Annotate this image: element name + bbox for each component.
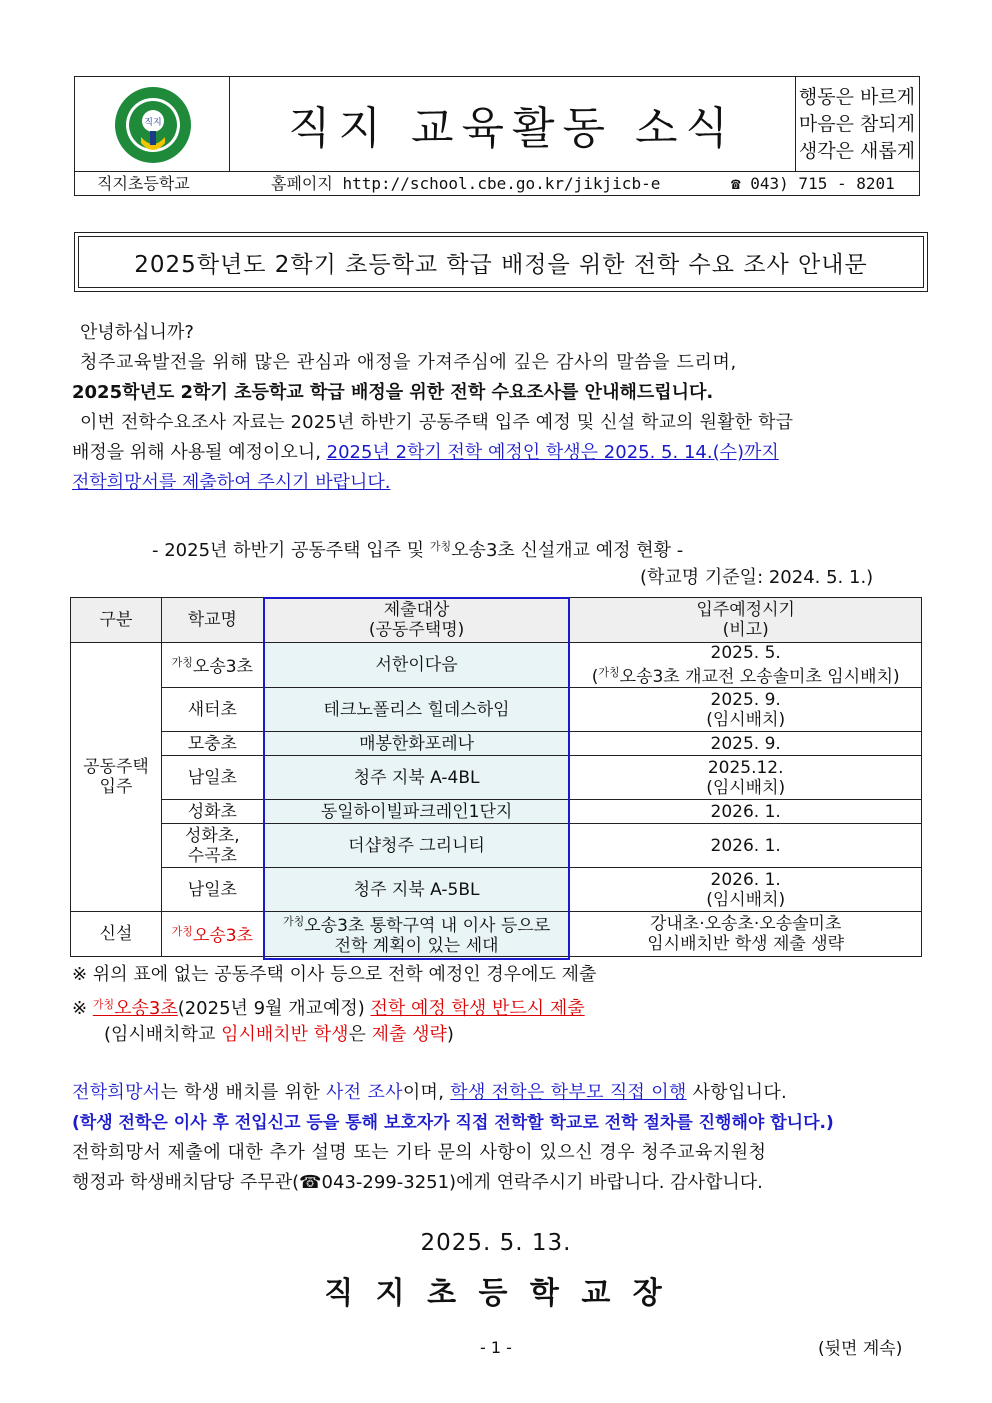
body-text: 배정을 위해 사용될 예정이오니, <box>72 442 327 463</box>
time-cell: 2026. 1. <box>570 824 922 868</box>
notice-title-box <box>74 232 928 292</box>
issue-date: 2025. 5. 13. <box>420 1230 572 1256</box>
logo-cell <box>75 77 230 171</box>
newsletter-title: 직지 교육활동 소식 <box>229 77 796 171</box>
target-cell: 동일하이빌파크레인1단지 <box>263 800 570 824</box>
new-school-name: $^{가칭}$오송3초 <box>92 998 178 1019</box>
col-header: 제출대상 (공동주택명) <box>263 598 570 643</box>
deadline-highlight: 전학희망서를 제출하여 주시기 바랍니다. <box>72 472 391 493</box>
table-row <box>71 732 922 756</box>
body-line: 이번 전학수요조사 자료는 2025년 하반기 공동주택 입주 예정 및 신설 학교의 원활한 학급 <box>80 412 794 433</box>
col-header: 학교명 <box>161 598 263 643</box>
note-line: (임시배치학교 임시배치반 학생은 제출 생략) <box>104 1024 454 1045</box>
table-row <box>71 824 922 868</box>
school-cell: 모충초 <box>161 732 263 756</box>
body-line: 청주교육발전을 위해 많은 관심과 애정을 가져주심에 깊은 감사의 말씀을 드리며, <box>80 352 737 373</box>
phone-number: ☎ 043) 715 - 8201 <box>731 174 895 193</box>
target-cell: 더샵청주 그리니티 <box>263 824 570 868</box>
time-cell: 2026. 1. (임시배치) <box>570 868 922 912</box>
note-line: ※ $^{가칭}$오송3초(2025년 9월 개교예정) 전학 예정 학생 반드시 제출 <box>72 998 585 1019</box>
target-cell: 서한이다음 <box>263 643 570 688</box>
closing-line: (학생 전학은 이사 후 전입신고 등을 통해 보호자가 직접 전학할 학교로 전학 절차를 진행해야 합니다.) <box>72 1113 834 1133</box>
group-cell: 공동주택 입주 <box>71 643 162 912</box>
must-submit: 전학 예정 학생 반드시 제출 <box>370 998 585 1019</box>
school-cell: 성화초, 수곡초 <box>161 824 263 868</box>
table-row <box>71 643 922 688</box>
target-cell: $^{가칭}$오송3초 통학구역 내 이사 등으로 전학 계획이 있는 세대 <box>263 912 570 957</box>
school-cell: $^{가칭}$오송3초 <box>161 643 263 688</box>
group-cell: 신설 <box>71 912 162 957</box>
notice-title: 2025학년도 2학기 초등학교 학급 배정을 위한 전학 수요 조사 안내문 <box>78 236 924 288</box>
section-title-text: 오송3초 신설개교 예정 현황 - <box>451 540 684 561</box>
table-row <box>71 912 922 957</box>
time-cell: 2025.12. (임시배치) <box>570 756 922 800</box>
time-cell: 2026. 1. <box>570 800 922 824</box>
section-title-text: - 2025년 하반기 공동주택 입주 및 <box>152 540 430 561</box>
homepage-link[interactable]: 홈페이지 http://school.cbe.go.kr/jikjicb-e <box>271 174 661 193</box>
school-logo <box>113 85 193 165</box>
newsletter-header <box>74 76 920 196</box>
time-cell: 2025. 9. <box>570 732 922 756</box>
page-number: - 1 - <box>480 1338 512 1357</box>
motto-line: 마음은 참되게 <box>798 113 916 135</box>
school-cell: 남일초 <box>161 868 263 912</box>
body-line <box>72 438 779 468</box>
col-header: 구분 <box>71 598 162 643</box>
target-cell: 매봉한화포레나 <box>263 732 570 756</box>
body-line-bold: 2025학년도 2학기 초등학교 학급 배정을 위한 전학 수요조사를 안내해드립니다. <box>72 382 714 403</box>
target-cell: 테크노폴리스 힐데스하임 <box>263 688 570 732</box>
target-cell: 청주 지북 A-5BL <box>263 868 570 912</box>
closing-line: 행정과 학생배치담당 주무관(☎043-299-3251)에게 연락주시기 바랍니다. 감사합니다. <box>72 1172 763 1193</box>
note-line: ※ 위의 표에 없는 공동주택 이사 등으로 전학 예정인 경우에도 제출 <box>72 964 597 985</box>
tentative-mark: 가칭 <box>429 540 452 553</box>
housing-table <box>70 597 922 957</box>
motto-line: 생각은 새롭게 <box>798 140 916 162</box>
continued-note: (뒷면 계속) <box>818 1339 903 1359</box>
table-header-row <box>71 598 922 643</box>
table-row <box>71 800 922 824</box>
basis-date: (학교명 기준일: 2024. 5. 1.) <box>640 567 874 588</box>
target-cell: 청주 지북 A-4BL <box>263 756 570 800</box>
time-cell: 2025. 9. (임시배치) <box>570 688 922 732</box>
school-cell: $^{가칭}$오송3초 <box>161 912 263 957</box>
school-cell: 성화초 <box>161 800 263 824</box>
school-motto <box>795 77 919 171</box>
svg-text:직지: 직지 <box>144 118 162 128</box>
time-cell: 2025. 5. ($^{가칭}$오송3초 개교전 오송솔미초 임시배치) <box>570 643 922 688</box>
school-cell: 남일초 <box>161 756 263 800</box>
motto-line: 행동은 바르게 <box>798 86 916 108</box>
col-header: 입주예정시기 (비고) <box>570 598 922 643</box>
greeting: 안녕하십니까? <box>80 322 194 343</box>
signer: 직 지 초 등 학 교 장 <box>324 1276 668 1311</box>
table-row <box>71 756 922 800</box>
school-name: 직지초등학교 <box>97 174 190 193</box>
section-title <box>152 532 683 566</box>
deadline-highlight: 2025년 2학기 전학 예정인 학생은 2025. 5. 14.(수)까지 <box>326 442 779 463</box>
school-cell: 새터초 <box>161 688 263 732</box>
table-row <box>71 868 922 912</box>
closing-line: 전학희망서는 학생 배치를 위한 사전 조사이며, 학생 전학은 학부모 직접 이행 사항입니다. <box>72 1082 788 1103</box>
header-info-row <box>75 171 919 196</box>
table-row <box>71 688 922 732</box>
time-cell: 강내초·오송초·오송솔미초 임시배치반 학생 제출 생략 <box>570 912 922 957</box>
closing-line: 전학희망서 제출에 대한 추가 설명 또는 기타 문의 사항이 있으신 경우 청주교육지원청 <box>72 1142 767 1163</box>
